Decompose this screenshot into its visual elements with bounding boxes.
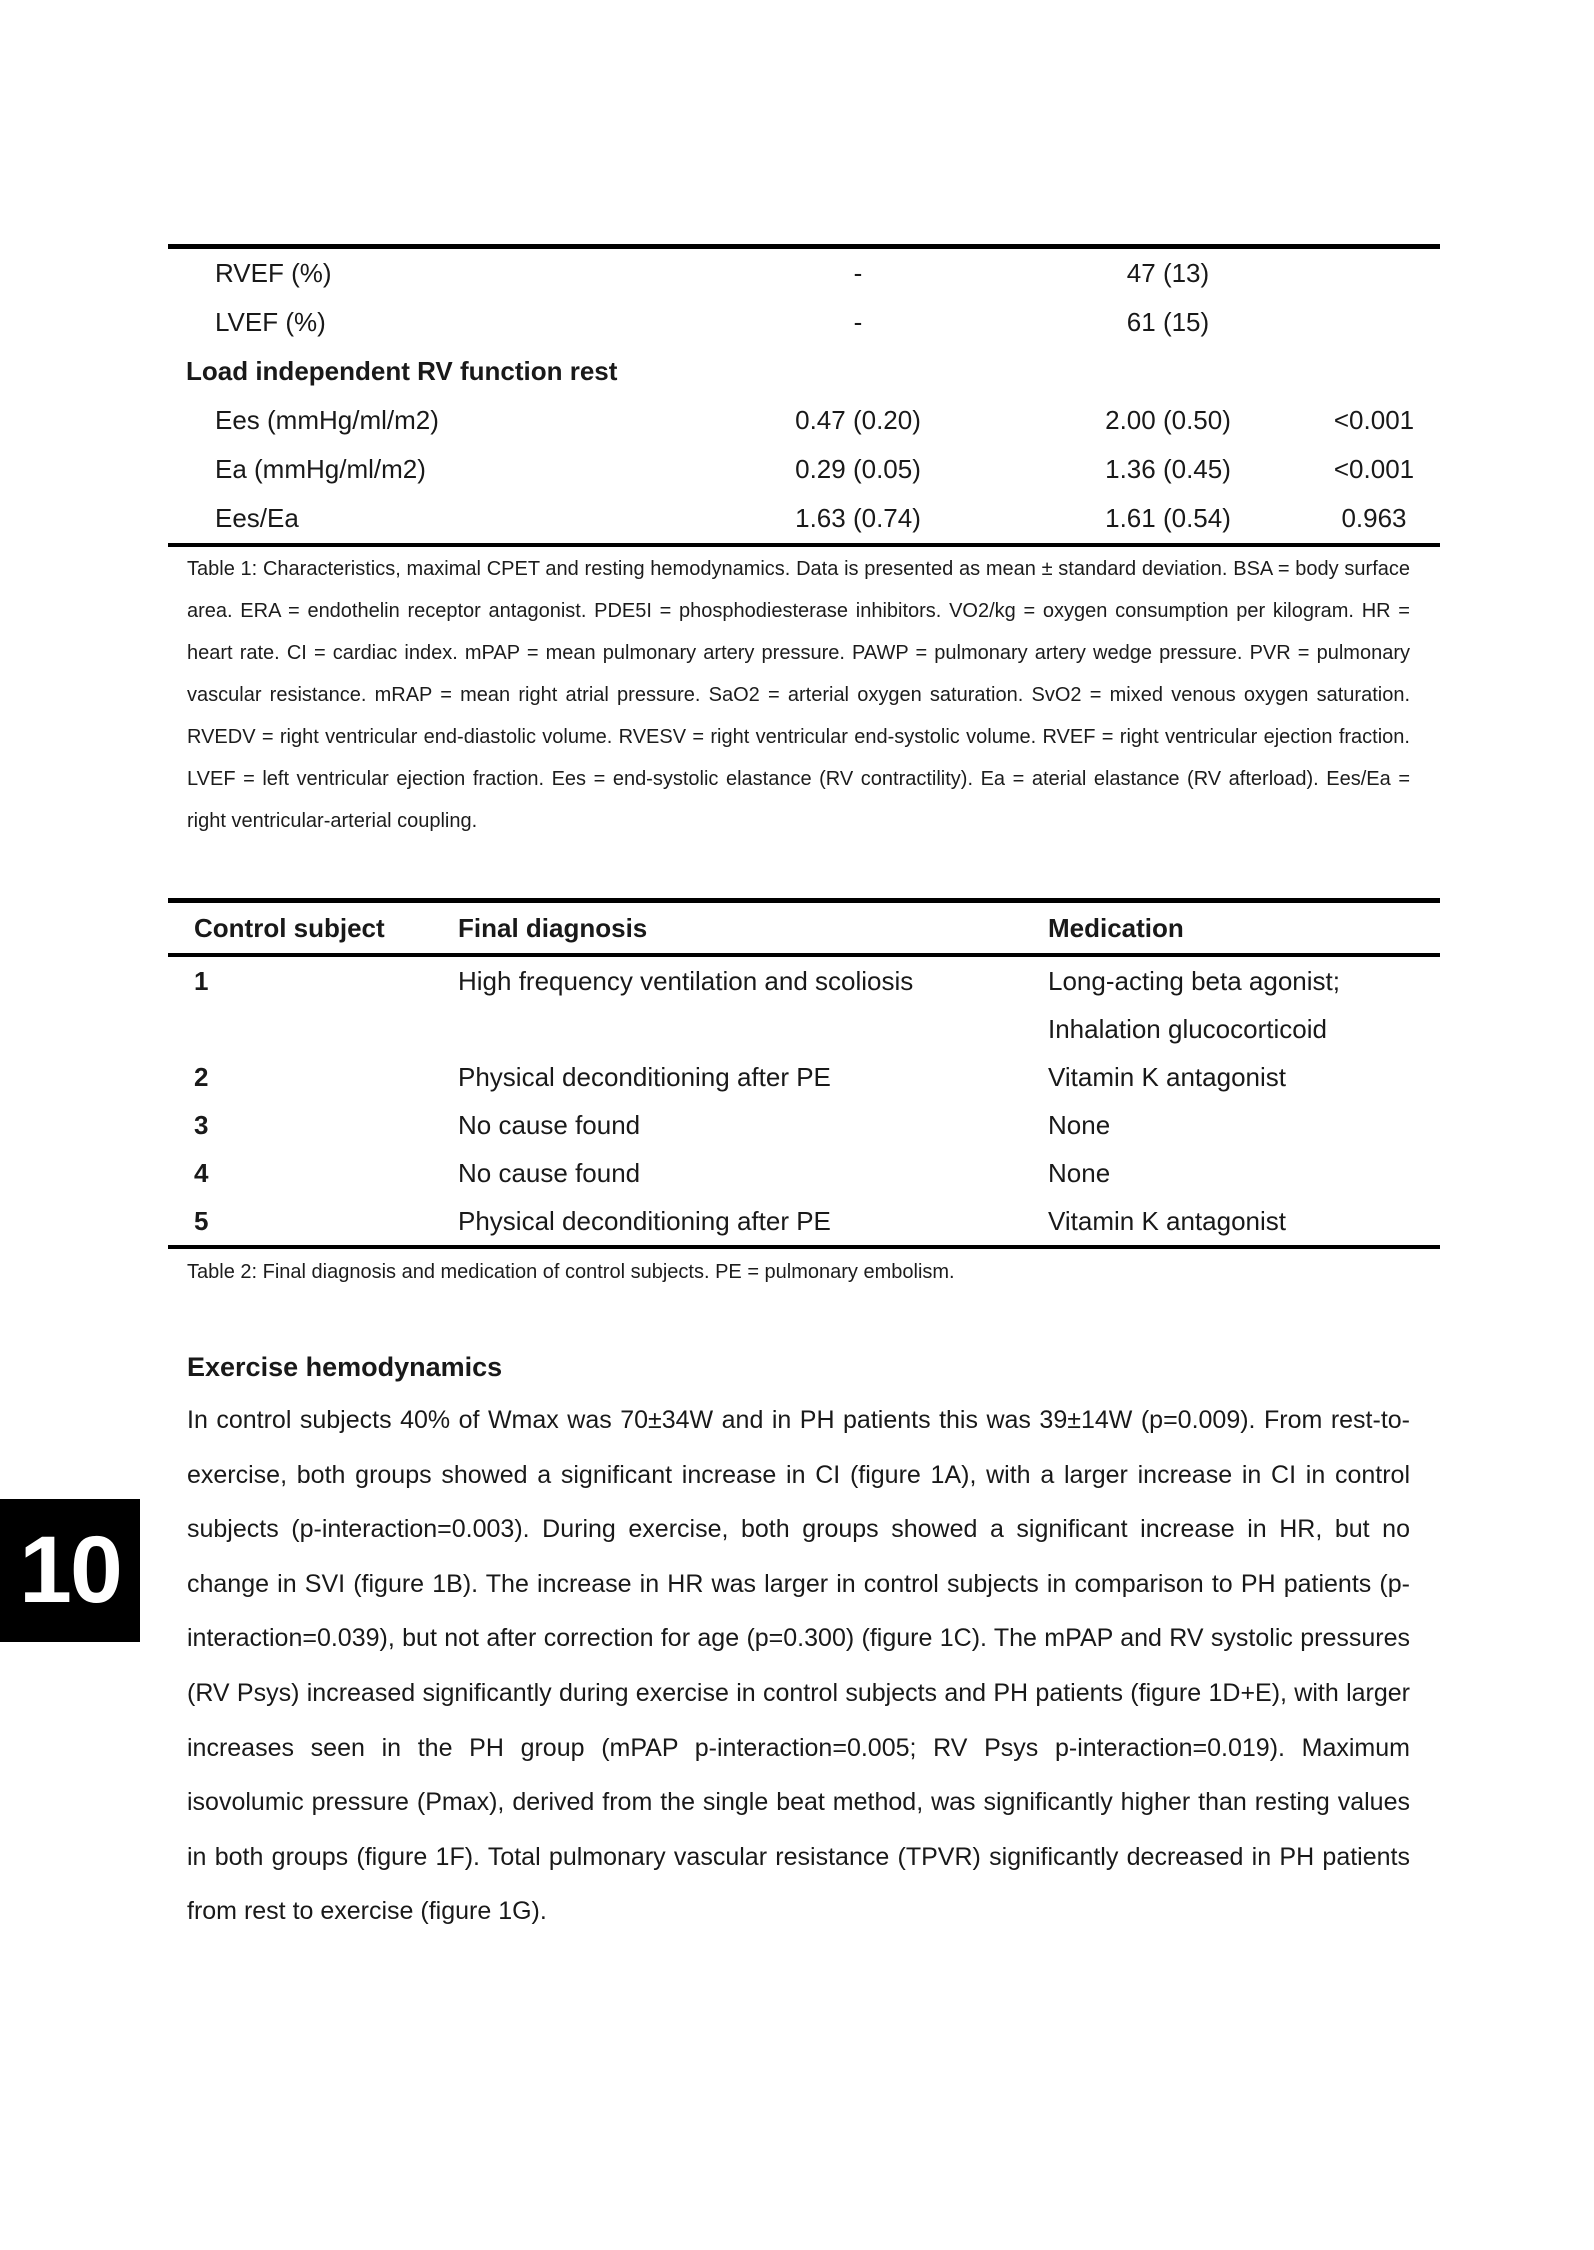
table-1-control-value: 0.47 (0.20) bbox=[795, 405, 921, 435]
table-2-row bbox=[168, 1197, 1440, 1245]
body-paragraph: In control subjects 40% of Wmax was 70±34W and in PH patients this was 39±14W (p=0.009). From rest-to-exercise, both groups showed a significant increase in CI (figure 1A), with a larger increase in CI in control subjects (p-interaction=0.003). During exercise, both groups showed a significant increase in HR, but no change in SVI (figure 1B). The increase in HR was larger in control subjects in comparison to PH patients (p-interaction=0.039), but not after correction for age (p=0.300) (figure 1C). The mPAP and RV systolic pressures (RV Psys) increased significantly during exercise in control subjects and PH patients (figure 1D+E), with larger increases seen in the PH group (mPAP p-interaction=0.005; RV Psys p-interaction=0.019). Maximum isovolumic pressure (Pmax), derived from the single beat method, was significantly higher than resting values in both groups (figure 1F). Total pulmonary vascular resistance (TPVR) significantly decreased in PH patients from rest to exercise (figure 1G). bbox=[187, 1406, 1410, 1926]
table-2-row bbox=[168, 957, 1440, 1053]
table-2-diagnosis-cell: Physical deconditioning after PE bbox=[458, 1062, 831, 1092]
table-1-subsection-label: Load independent RV function rest bbox=[186, 356, 618, 386]
table-2-row bbox=[168, 1149, 1440, 1197]
table-1-ph-value: 61 (15) bbox=[1126, 307, 1210, 337]
table-2 bbox=[168, 898, 1440, 1249]
table-2-subject-cell: 4 bbox=[194, 1158, 209, 1188]
table-2-medication-line: None bbox=[1048, 1158, 1111, 1188]
table-1-rows bbox=[168, 249, 1440, 543]
table-2-medication-line: Long-acting beta agonist; bbox=[1048, 966, 1340, 996]
table-2-header-row bbox=[168, 903, 1440, 957]
table-2-header-final-diagnosis: Final diagnosis bbox=[458, 913, 648, 943]
page-number-badge bbox=[0, 1499, 140, 1642]
table-2-subject-cell: 2 bbox=[194, 1062, 209, 1092]
table-2-diagnosis-cell: No cause found bbox=[458, 1110, 641, 1140]
table-2-row bbox=[168, 1101, 1440, 1149]
table-2-diagnosis-cell: High frequency ventilation and scoliosis bbox=[458, 966, 914, 996]
table-2-medication-cell bbox=[1048, 1149, 1440, 1197]
table-1-control-value: - bbox=[853, 258, 863, 288]
table-2-header-control-subject: Control subject bbox=[194, 913, 385, 943]
table-2-medication-line: Vitamin K antagonist bbox=[1048, 1206, 1286, 1236]
table-2-subject-cell: 3 bbox=[194, 1110, 209, 1140]
table-2-row bbox=[168, 1053, 1440, 1101]
table-1-row-label: RVEF (%) bbox=[215, 258, 332, 288]
table-2-medication-line: Inhalation glucocorticoid bbox=[1048, 1014, 1327, 1044]
table-1-row-label: LVEF (%) bbox=[215, 307, 326, 337]
section-heading: Exercise hemodynamics bbox=[187, 1352, 503, 1382]
table-2-medication-cell bbox=[1048, 1197, 1440, 1245]
table-1-ph-value: 1.61 (0.54) bbox=[1105, 503, 1231, 533]
table-2-header-medication: Medication bbox=[1048, 913, 1184, 943]
table-1-control-value: - bbox=[853, 307, 863, 337]
page-number: 10 bbox=[19, 1517, 121, 1623]
table-1-ph-value: 47 (13) bbox=[1126, 258, 1210, 288]
table-2-medication-cell bbox=[1048, 957, 1440, 1053]
table-1-row bbox=[168, 445, 1440, 494]
table-1-row-label: Ees/Ea bbox=[215, 503, 299, 533]
table-2-medication-line: None bbox=[1048, 1110, 1111, 1140]
table-1-caption: Table 1: Characteristics, maximal CPET and resting hemodynamics. Data is presented as mean ± standard deviation. BSA = body surface area. ERA = endothelin receptor antagonist. PDE5I = phosphodiesterase inhibitors. VO2/kg = oxygen consumption per kilogram. HR = heart rate. CI = cardiac index. mPAP = mean pulmonary artery pressure. PAWP = pulmonary artery wedge pressure. PVR = pulmonary vascular resistance. mRAP = mean right atrial pressure. SaO2 = arterial oxygen saturation. SvO2 = mixed venous oxygen saturation. RVEDV = right ventricular end-diastolic volume. RVESV = right ventricular end-systolic volume. RVEF = right ventricular ejection fraction. LVEF = left ventricular ejection fraction. Ees = end-systolic elastance (RV contractility). Ea = aterial elastance (RV afterload). Ees/Ea = right ventricular-arterial coupling. bbox=[187, 558, 1410, 832]
table-2-medication-cell bbox=[1048, 1101, 1440, 1149]
table-1-p-value: <0.001 bbox=[1333, 405, 1415, 435]
table-1-ph-value: 2.00 (0.50) bbox=[1105, 405, 1231, 435]
table-1-p-value: 0.963 bbox=[1341, 503, 1407, 533]
table-1-row bbox=[168, 494, 1440, 543]
table-1 bbox=[168, 244, 1440, 547]
table-2-medication-cell bbox=[1048, 1053, 1440, 1101]
table-2-rows bbox=[168, 957, 1440, 1245]
table-1-p-value: <0.001 bbox=[1333, 454, 1415, 484]
table-1-row-label: Ees (mmHg/ml/m2) bbox=[215, 405, 439, 435]
table-1-row bbox=[168, 298, 1440, 347]
table-1-control-value: 1.63 (0.74) bbox=[795, 503, 921, 533]
table-2-subject-cell: 5 bbox=[194, 1206, 209, 1236]
table-2-diagnosis-cell: Physical deconditioning after PE bbox=[458, 1206, 831, 1236]
table-2-diagnosis-cell: No cause found bbox=[458, 1158, 641, 1188]
table-2-caption: Table 2: Final diagnosis and medication of control subjects. PE = pulmonary embolism. bbox=[187, 1261, 955, 1283]
table-2-medication-line: Vitamin K antagonist bbox=[1048, 1062, 1286, 1092]
table-1-control-value: 0.29 (0.05) bbox=[795, 454, 921, 484]
table-1-row bbox=[168, 347, 1440, 396]
table-1-row bbox=[168, 249, 1440, 298]
table-1-row-label: Ea (mmHg/ml/m2) bbox=[215, 454, 426, 484]
table-1-row bbox=[168, 396, 1440, 445]
table-2-subject-cell: 1 bbox=[194, 966, 209, 996]
table-1-ph-value: 1.36 (0.45) bbox=[1105, 454, 1231, 484]
